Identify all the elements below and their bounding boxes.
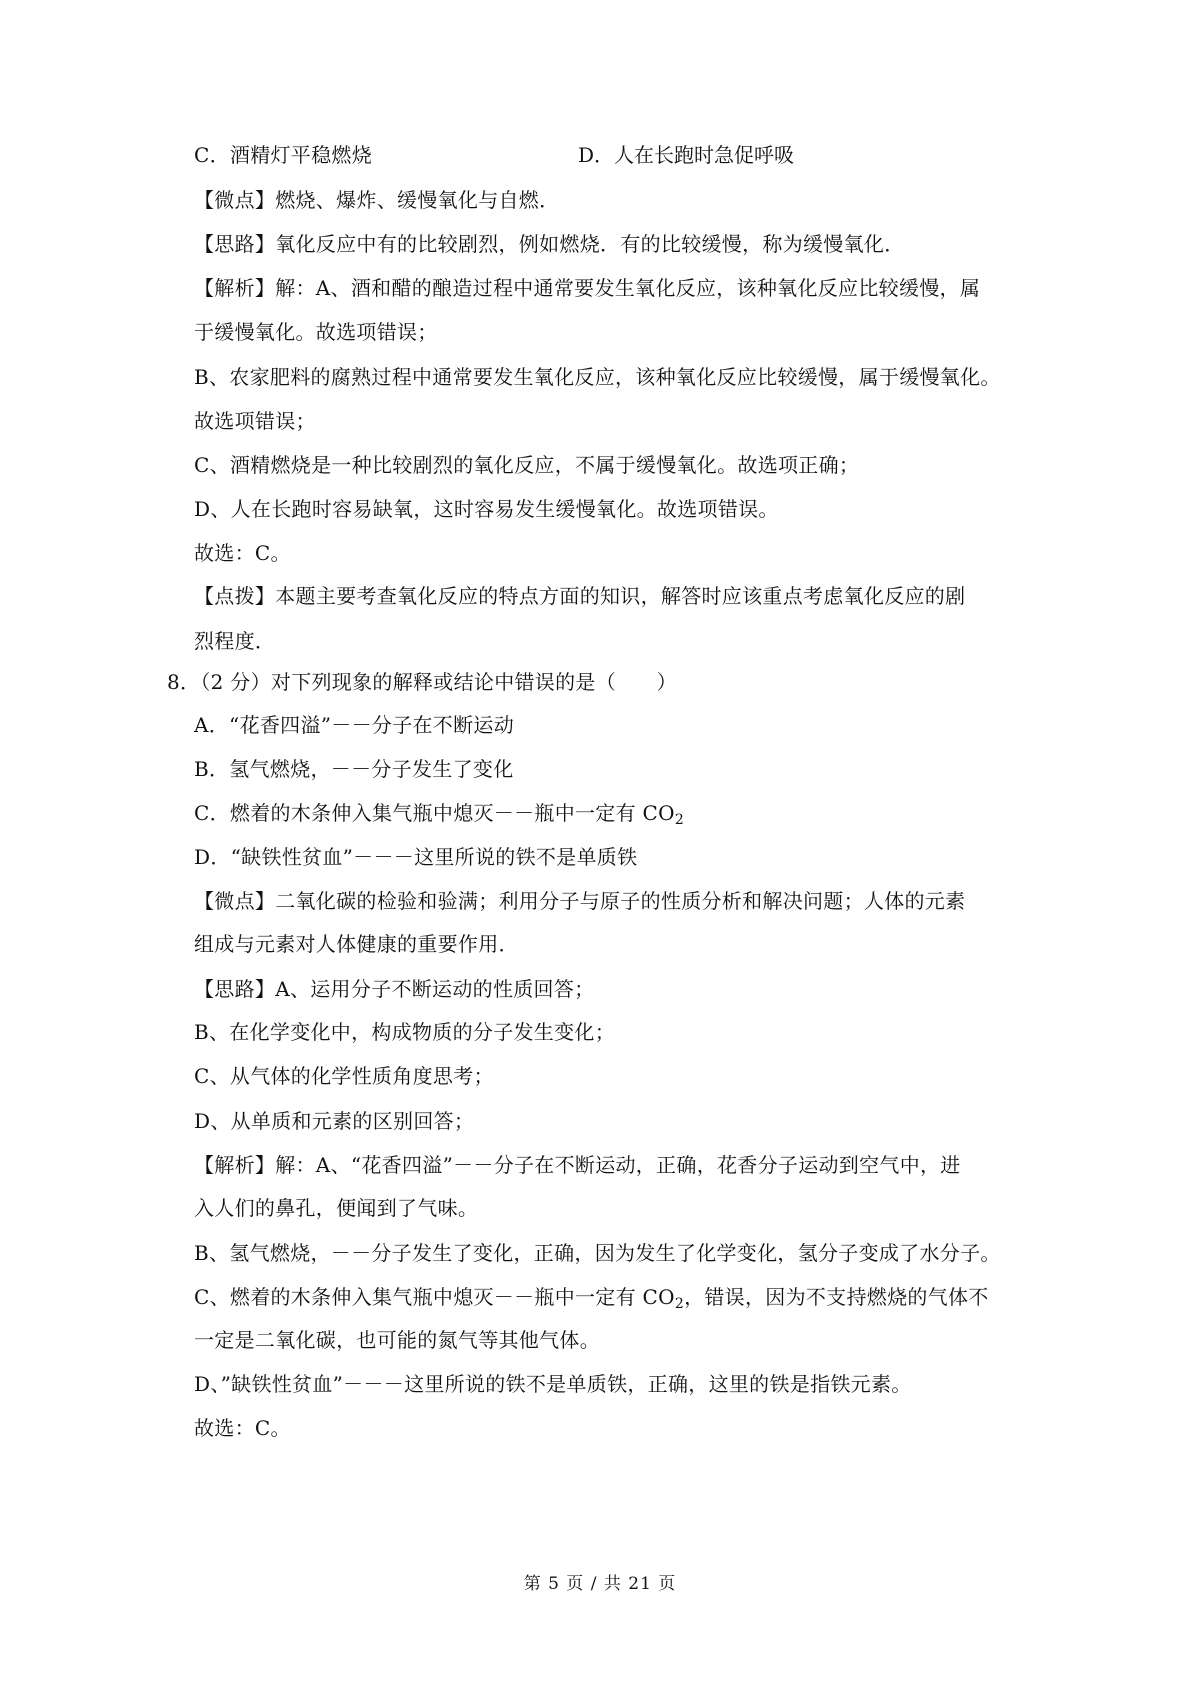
q8-jiexi-line-4-rest: ，错误，因为不支持燃烧的气体不	[684, 1285, 989, 1309]
q8-jiexi-line-3: B、氢气燃烧，－－分子发生了变化，正确，因为发生了化学变化，氢分子变成了水分子。	[194, 1241, 1001, 1265]
q7-silu: 【思路】氧化反应中有的比较剧烈，例如燃烧．有的比较缓慢，称为缓慢氧化．	[194, 232, 905, 256]
q7-weidian: 【微点】燃烧、爆炸、缓慢氧化与自燃．	[194, 188, 560, 212]
q7-dianbo-line-2: 烈程度．	[194, 629, 276, 653]
q7-jiexi-line-2: 于缓慢氧化。故选项错误；	[194, 320, 438, 344]
q7-option-d: D．人在长跑时急促呼吸	[578, 143, 795, 167]
q7-dianbo-line-1: 【点拨】本题主要考查氧化反应的特点方面的知识，解答时应该重点考虑氧化反应的剧	[194, 584, 966, 608]
page-footer: 第 5 页 / 共 21 页	[523, 1574, 677, 1594]
q8-jiexi-line-2: 入人们的鼻孔，便闻到了气味。	[194, 1196, 479, 1220]
q8-weidian-line-1: 【微点】二氧化碳的检验和验满；利用分子与原子的性质分析和解决问题；人体的元素	[194, 889, 966, 913]
q8-silu-line-2: B、在化学变化中，构成物质的分子发生变化；	[194, 1020, 615, 1044]
q8-option-d: D．“缺铁性贫血”－－－这里所说的铁不是单质铁	[194, 845, 638, 869]
q8-jiexi-line-4-subscript: 2	[674, 1296, 685, 1312]
q8-silu-line-4: D、从单质和元素的区别回答；	[194, 1109, 475, 1133]
q8-stem: 8．（2 分）对下列现象的解释或结论中错误的是（ ）	[167, 670, 677, 694]
q8-jiexi-line-6: D、”缺铁性贫血”－－－这里所说的铁不是单质铁，正确，这里的铁是指铁元素。	[194, 1372, 912, 1396]
q7-jiexi-line-6: D、人在长跑时容易缺氧，这时容易发生缓慢氧化。故选项错误。	[194, 497, 779, 521]
q8-option-c	[194, 799, 684, 827]
q8-jiexi-line-4-text: C、燃着的木条伸入集气瓶中熄灭－－瓶中一定有 CO	[194, 1285, 675, 1309]
q7-jiexi-line-5: C、酒精燃烧是一种比较剧烈的氧化反应，不属于缓慢氧化。故选项正确；	[194, 453, 860, 477]
q8-option-a: A．“花香四溢”－－分子在不断运动	[194, 713, 514, 737]
q8-jiexi-line-4	[194, 1283, 989, 1311]
q7-jiexi-line-3: B、农家肥料的腐熟过程中通常要发生氧化反应，该种氧化反应比较缓慢，属于缓慢氧化。	[194, 365, 1001, 389]
q8-silu-line-3: C、从气体的化学性质角度思考；	[194, 1064, 494, 1088]
q8-option-c-text: C．燃着的木条伸入集气瓶中熄灭－－瓶中一定有 CO	[194, 801, 675, 825]
q8-answer: 故选：C。	[194, 1416, 291, 1440]
q8-jiexi-line-1: 【解析】解：A、“花香四溢”－－分子在不断运动，正确，花香分子运动到空气中，进	[194, 1153, 961, 1177]
q7-jiexi-line-4: 故选项错误；	[194, 409, 316, 433]
q7-answer: 故选：C。	[194, 541, 291, 565]
q8-silu-line-1: 【思路】A、运用分子不断运动的性质回答；	[194, 977, 595, 1001]
q8-option-b: B．氢气燃烧，－－分子发生了变化	[194, 757, 514, 781]
q7-option-c: C．酒精灯平稳燃烧	[194, 143, 373, 167]
q8-weidian-line-2: 组成与元素对人体健康的重要作用．	[194, 932, 519, 956]
q7-jiexi-line-1: 【解析】解：A、酒和醋的酿造过程中通常要发生氧化反应，该种氧化反应比较缓慢，属	[194, 276, 981, 300]
q8-option-c-subscript: 2	[674, 812, 685, 828]
q8-jiexi-line-5: 一定是二氧化碳，也可能的氮气等其他气体。	[194, 1328, 600, 1352]
